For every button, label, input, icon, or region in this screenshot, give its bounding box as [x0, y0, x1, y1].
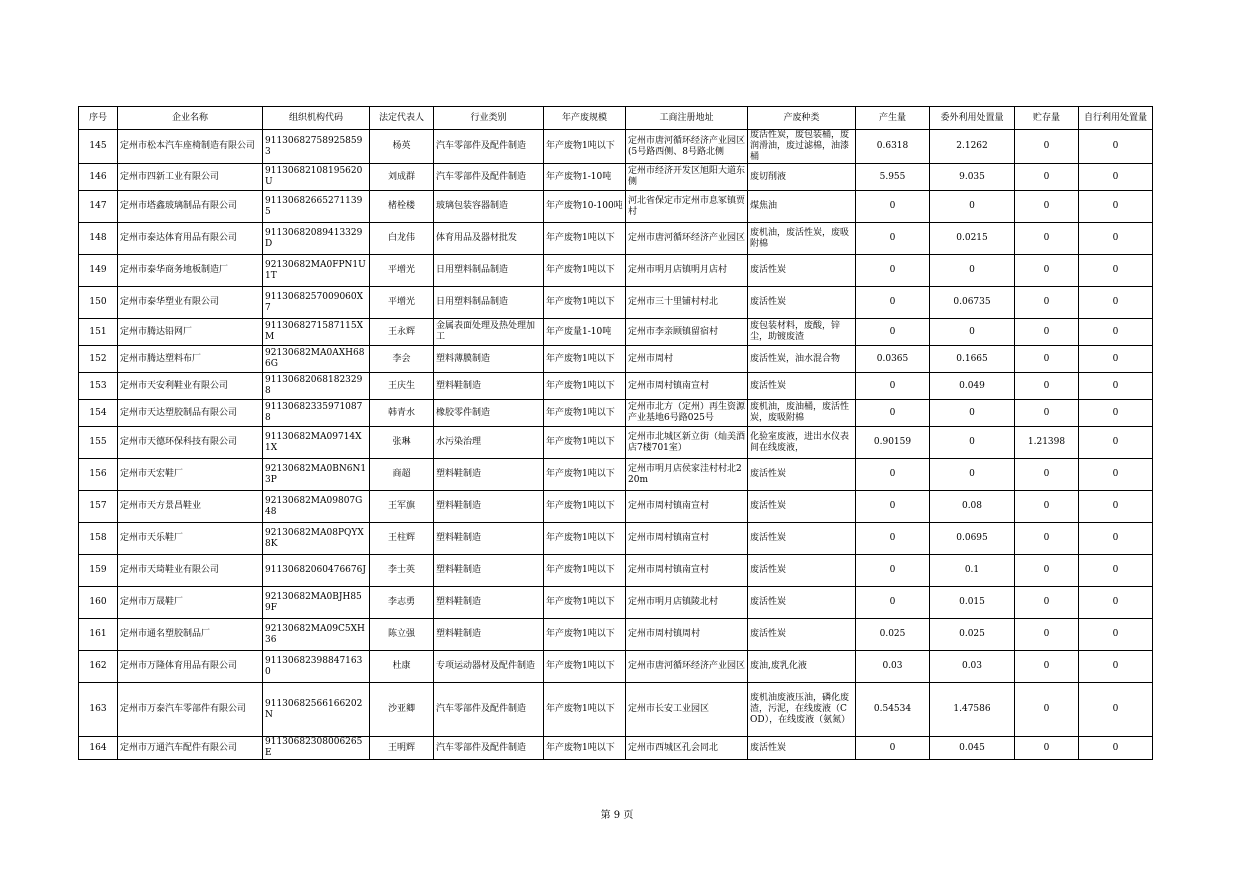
legal-rep-cell: 李士英 [370, 555, 434, 587]
waste-scale-cell: 年产废物1吨以下 [544, 130, 626, 164]
table-row [79, 459, 1153, 491]
address-cell: 定州市明月店侯家洼村村北220m [626, 459, 748, 491]
row-index-cell: 147 [79, 191, 118, 223]
industry-cell: 汽车零部件及配件制造 [434, 683, 544, 737]
table-row [79, 555, 1153, 587]
industry-cell: 塑料鞋制造 [434, 491, 544, 523]
waste-type-cell: 废机油废液压油，磷化废渣，污泥，在线废液（COD），在线废液（氨氮） [748, 683, 856, 737]
generated-amount-cell: 0 [856, 319, 930, 346]
header-row [79, 107, 1153, 130]
row-index-cell: 150 [79, 287, 118, 319]
storage-amount-cell: 0 [1015, 651, 1079, 683]
header-cell: 委外利用处置量 [930, 107, 1015, 130]
outsourced-amount-cell: 0.0695 [930, 523, 1015, 555]
outsourced-amount-cell: 0.1 [930, 555, 1015, 587]
page-number: 第 9 页 [600, 810, 634, 821]
waste-scale-cell: 年产废物1吨以下 [544, 400, 626, 427]
company-name-cell: 定州市天乐鞋厂 [118, 523, 263, 555]
industry-cell: 汽车零部件及配件制造 [434, 164, 544, 191]
legal-rep-cell: 平增光 [370, 255, 434, 287]
table-row [79, 319, 1153, 346]
table-body [79, 130, 1153, 760]
org-code-cell: 91130682MA09714X1X [263, 427, 370, 459]
outsourced-amount-cell: 0 [930, 319, 1015, 346]
company-name-cell: 定州市天德环保科技有限公司 [118, 427, 263, 459]
row-index-cell: 152 [79, 346, 118, 373]
row-index-cell: 156 [79, 459, 118, 491]
legal-rep-cell: 刘成群 [370, 164, 434, 191]
outsourced-amount-cell: 0 [930, 400, 1015, 427]
self-disposal-amount-cell: 0 [1079, 587, 1153, 619]
storage-amount-cell: 0 [1015, 319, 1079, 346]
industry-cell: 汽车零部件及配件制造 [434, 130, 544, 164]
waste-type-cell: 废机油，废活性炭，废吸附棉 [748, 223, 856, 255]
table-row [79, 223, 1153, 255]
header-cell: 贮存量 [1015, 107, 1079, 130]
address-cell: 定州市西城区孔会同北 [626, 737, 748, 760]
waste-type-cell: 废活性炭 [748, 287, 856, 319]
table-row [79, 427, 1153, 459]
outsourced-amount-cell: 0 [930, 427, 1015, 459]
company-name-cell: 定州市万晟鞋厂 [118, 587, 263, 619]
company-name-cell: 定州市四新工业有限公司 [118, 164, 263, 191]
generated-amount-cell: 0.54534 [856, 683, 930, 737]
company-name-cell: 定州市腾达塑料布厂 [118, 346, 263, 373]
header-cell: 产生量 [856, 107, 930, 130]
legal-rep-cell: 李会 [370, 346, 434, 373]
industry-cell: 塑料鞋制造 [434, 555, 544, 587]
industry-cell: 玻璃包装容器制造 [434, 191, 544, 223]
industry-cell: 汽车零部件及配件制造 [434, 737, 544, 760]
address-cell: 定州市周村镇南宣村 [626, 373, 748, 400]
waste-scale-cell: 年产废物1吨以下 [544, 737, 626, 760]
row-index-cell: 151 [79, 319, 118, 346]
table-row [79, 191, 1153, 223]
outsourced-amount-cell: 0.045 [930, 737, 1015, 760]
address-cell: 定州市经济开发区旭阳大道东侧 [626, 164, 748, 191]
outsourced-amount-cell: 9.035 [930, 164, 1015, 191]
address-cell: 定州市周村镇南宣村 [626, 523, 748, 555]
legal-rep-cell: 白龙伟 [370, 223, 434, 255]
self-disposal-amount-cell: 0 [1079, 223, 1153, 255]
outsourced-amount-cell: 0.015 [930, 587, 1015, 619]
self-disposal-amount-cell: 0 [1079, 619, 1153, 651]
row-index-cell: 155 [79, 427, 118, 459]
industry-cell: 塑料鞋制造 [434, 523, 544, 555]
generated-amount-cell: 0 [856, 459, 930, 491]
self-disposal-amount-cell: 0 [1079, 373, 1153, 400]
row-index-cell: 161 [79, 619, 118, 651]
waste-scale-cell: 年产废物1吨以下 [544, 223, 626, 255]
self-disposal-amount-cell: 0 [1079, 255, 1153, 287]
row-index-cell: 163 [79, 683, 118, 737]
industry-cell: 体育用品及器材批发 [434, 223, 544, 255]
generated-amount-cell: 0 [856, 737, 930, 760]
org-code-cell: 911306820681823298 [263, 373, 370, 400]
table-row [79, 287, 1153, 319]
waste-type-cell: 废活性炭 [748, 737, 856, 760]
generated-amount-cell: 0 [856, 400, 930, 427]
company-name-cell: 定州市万泰汽车零部件有限公司 [118, 683, 263, 737]
storage-amount-cell: 0 [1015, 683, 1079, 737]
legal-rep-cell: 王柱辉 [370, 523, 434, 555]
address-cell: 定州市周村镇南宣村 [626, 555, 748, 587]
self-disposal-amount-cell: 0 [1079, 164, 1153, 191]
row-index-cell: 164 [79, 737, 118, 760]
address-cell: 定州市长安工业园区 [626, 683, 748, 737]
org-code-cell: 911306823359710878 [263, 400, 370, 427]
org-code-cell: 91130682566166202N [263, 683, 370, 737]
address-cell: 定州市周村 [626, 346, 748, 373]
hazardous-waste-table [78, 106, 1153, 760]
org-code-cell: 911306827158711​5XM [263, 319, 370, 346]
legal-rep-cell: 陈立强 [370, 619, 434, 651]
waste-scale-cell: 年产废物1吨以下 [544, 255, 626, 287]
waste-scale-cell: 年产废物1吨以下 [544, 619, 626, 651]
waste-type-cell: 废活性炭，废包装桶，废润滑油，废过滤棉，油漆桶 [748, 130, 856, 164]
waste-type-cell: 废油,废乳化液 [748, 651, 856, 683]
org-code-cell: 911306823988471630 [263, 651, 370, 683]
self-disposal-amount-cell: 0 [1079, 191, 1153, 223]
generated-amount-cell: 0 [856, 491, 930, 523]
company-name-cell: 定州市万通汽车配件有限公司 [118, 737, 263, 760]
outsourced-amount-cell: 0 [930, 459, 1015, 491]
address-cell: 定州市唐河循环经济产业园区(5号路西侧、8号路北侧 [626, 130, 748, 164]
waste-type-cell: 废活性炭 [748, 587, 856, 619]
legal-rep-cell: 杨英 [370, 130, 434, 164]
generated-amount-cell: 0.03 [856, 651, 930, 683]
address-cell: 河北省保定市定州市息冢镇贾村 [626, 191, 748, 223]
storage-amount-cell: 0 [1015, 287, 1079, 319]
org-code-cell: 911306827589258593 [263, 130, 370, 164]
waste-scale-cell: 年产废物10-100吨 [544, 191, 626, 223]
org-code-cell: 92130682MA0BJH859F [263, 587, 370, 619]
waste-type-cell: 废活性炭 [748, 523, 856, 555]
org-code-cell: 92130682MA0AXH686G [263, 346, 370, 373]
waste-scale-cell: 年产废物1吨以下 [544, 459, 626, 491]
waste-scale-cell: 年产废量1-10吨 [544, 319, 626, 346]
waste-scale-cell: 年产废物1吨以下 [544, 651, 626, 683]
table-row [79, 346, 1153, 373]
industry-cell: 塑料鞋制造 [434, 587, 544, 619]
table-row [79, 164, 1153, 191]
address-cell: 定州市唐河循环经济产业园区 [626, 223, 748, 255]
header-cell: 工商注册地址 [626, 107, 748, 130]
company-name-cell: 定州市腾达铅网厂 [118, 319, 263, 346]
legal-rep-cell: 杜康 [370, 651, 434, 683]
waste-scale-cell: 年产废物1吨以下 [544, 555, 626, 587]
storage-amount-cell: 0 [1015, 491, 1079, 523]
org-code-cell: 92130682MA08PQYX8K [263, 523, 370, 555]
storage-amount-cell: 0 [1015, 555, 1079, 587]
row-index-cell: 148 [79, 223, 118, 255]
waste-type-cell: 废活性炭 [748, 491, 856, 523]
self-disposal-amount-cell: 0 [1079, 427, 1153, 459]
company-name-cell: 定州市天宏鞋厂 [118, 459, 263, 491]
storage-amount-cell: 0 [1015, 191, 1079, 223]
waste-scale-cell: 年产废物1吨以下 [544, 491, 626, 523]
company-name-cell: 定州市泰华商务地板制造厂 [118, 255, 263, 287]
legal-rep-cell: 王军旗 [370, 491, 434, 523]
table-row [79, 400, 1153, 427]
self-disposal-amount-cell: 0 [1079, 287, 1153, 319]
table-row [79, 491, 1153, 523]
row-index-cell: 159 [79, 555, 118, 587]
generated-amount-cell: 0 [856, 373, 930, 400]
waste-type-cell: 废活性炭 [748, 459, 856, 491]
legal-rep-cell: 平增光 [370, 287, 434, 319]
address-cell: 定州市李亲顾镇留宿村 [626, 319, 748, 346]
waste-scale-cell: 年产废物1吨以下 [544, 427, 626, 459]
generated-amount-cell: 5.955 [856, 164, 930, 191]
self-disposal-amount-cell: 0 [1079, 683, 1153, 737]
header-cell: 行业类别 [434, 107, 544, 130]
header-cell: 企业名称 [118, 107, 263, 130]
legal-rep-cell: 李志勇 [370, 587, 434, 619]
org-code-cell: 911306826652711395 [263, 191, 370, 223]
waste-type-cell: 废包装材料，废酸，锌尘，助镀废渣 [748, 319, 856, 346]
industry-cell: 塑料薄膜制造 [434, 346, 544, 373]
org-code-cell: 911306823080062​65E [263, 737, 370, 760]
industry-cell: 塑料鞋制造 [434, 373, 544, 400]
legal-rep-cell: 韩青水 [370, 400, 434, 427]
org-code-cell: 91130682108195620U [263, 164, 370, 191]
waste-type-cell: 废活性炭 [748, 555, 856, 587]
industry-cell: 金属表面处理及热处理加工 [434, 319, 544, 346]
waste-type-cell: 废活性炭 [748, 373, 856, 400]
outsourced-amount-cell: 0.0215 [930, 223, 1015, 255]
generated-amount-cell: 0.6318 [856, 130, 930, 164]
header-cell: 产废种类 [748, 107, 856, 130]
industry-cell: 橡胶零件制造 [434, 400, 544, 427]
table-row [79, 373, 1153, 400]
header-cell: 年产废规模 [544, 107, 626, 130]
generated-amount-cell: 0 [856, 555, 930, 587]
generated-amount-cell: 0.025 [856, 619, 930, 651]
storage-amount-cell: 0 [1015, 400, 1079, 427]
org-code-cell: 91130682570090​60X7 [263, 287, 370, 319]
address-cell: 定州市唐河循环经济产业园区 [626, 651, 748, 683]
waste-type-cell: 煤焦油 [748, 191, 856, 223]
legal-rep-cell: 楮栓楼 [370, 191, 434, 223]
outsourced-amount-cell: 0.049 [930, 373, 1015, 400]
org-code-cell: 91130682060476676J [263, 555, 370, 587]
company-name-cell: 定州市天安利鞋业有限公司 [118, 373, 263, 400]
waste-type-cell: 废活性炭 [748, 619, 856, 651]
waste-scale-cell: 年产废物1吨以下 [544, 373, 626, 400]
generated-amount-cell: 0 [856, 587, 930, 619]
industry-cell: 塑料鞋制造 [434, 619, 544, 651]
storage-amount-cell: 0 [1015, 255, 1079, 287]
storage-amount-cell: 0 [1015, 130, 1079, 164]
company-name-cell: 定州市天方景昌鞋业 [118, 491, 263, 523]
row-index-cell: 154 [79, 400, 118, 427]
table-row [79, 587, 1153, 619]
row-index-cell: 145 [79, 130, 118, 164]
row-index-cell: 158 [79, 523, 118, 555]
org-code-cell: 92130682MA09807G48 [263, 491, 370, 523]
industry-cell: 塑料鞋制造 [434, 459, 544, 491]
waste-type-cell: 废机油，废油桶，废活性炭，废吸附棉 [748, 400, 856, 427]
storage-amount-cell: 0 [1015, 737, 1079, 760]
self-disposal-amount-cell: 0 [1079, 346, 1153, 373]
legal-rep-cell: 沙亚卿 [370, 683, 434, 737]
legal-rep-cell: 商超 [370, 459, 434, 491]
waste-type-cell: 化验室废液，进出水仪表间在线废液， [748, 427, 856, 459]
row-index-cell: 157 [79, 491, 118, 523]
table-row [79, 255, 1153, 287]
storage-amount-cell: 0 [1015, 373, 1079, 400]
table-row [79, 683, 1153, 737]
generated-amount-cell: 0 [856, 287, 930, 319]
row-index-cell: 162 [79, 651, 118, 683]
industry-cell: 日用塑料制品制造 [434, 255, 544, 287]
storage-amount-cell: 0 [1015, 346, 1079, 373]
self-disposal-amount-cell: 0 [1079, 651, 1153, 683]
generated-amount-cell: 0 [856, 523, 930, 555]
row-index-cell: 160 [79, 587, 118, 619]
outsourced-amount-cell: 0.1665 [930, 346, 1015, 373]
generated-amount-cell: 0 [856, 255, 930, 287]
legal-rep-cell: 王永辉 [370, 319, 434, 346]
table-row [79, 619, 1153, 651]
outsourced-amount-cell: 1.47586 [930, 683, 1015, 737]
self-disposal-amount-cell: 0 [1079, 737, 1153, 760]
self-disposal-amount-cell: 0 [1079, 523, 1153, 555]
waste-scale-cell: 年产废物1-10吨 [544, 164, 626, 191]
waste-type-cell: 废切削液 [748, 164, 856, 191]
waste-scale-cell: 年产废物1吨以下 [544, 683, 626, 737]
storage-amount-cell: 0 [1015, 619, 1079, 651]
address-cell: 定州市明月店镇明月店村 [626, 255, 748, 287]
company-name-cell: 定州市泰华塑业有限公司 [118, 287, 263, 319]
generated-amount-cell: 0 [856, 191, 930, 223]
legal-rep-cell: 王明辉 [370, 737, 434, 760]
outsourced-amount-cell: 0 [930, 255, 1015, 287]
company-name-cell: 定州市塔鑫玻璃制品有限公司 [118, 191, 263, 223]
row-index-cell: 153 [79, 373, 118, 400]
table-row [79, 523, 1153, 555]
waste-scale-cell: 年产废物1吨以下 [544, 287, 626, 319]
row-index-cell: 146 [79, 164, 118, 191]
storage-amount-cell: 1.21398 [1015, 427, 1079, 459]
storage-amount-cell: 0 [1015, 587, 1079, 619]
waste-type-cell: 废活性炭 [748, 255, 856, 287]
storage-amount-cell: 0 [1015, 223, 1079, 255]
org-code-cell: 92130682MA0BN6N13P [263, 459, 370, 491]
org-code-cell: 91130682089413329D [263, 223, 370, 255]
self-disposal-amount-cell: 0 [1079, 319, 1153, 346]
company-name-cell: 定州市通名塑胶制品厂 [118, 619, 263, 651]
header-cell: 法定代表人 [370, 107, 434, 130]
outsourced-amount-cell: 0.03 [930, 651, 1015, 683]
org-code-cell: 92130682MA09C5XH36 [263, 619, 370, 651]
address-cell: 定州市周村镇南宣村 [626, 491, 748, 523]
address-cell: 定州市北方（定州）再生资源产业基地6号路025号 [626, 400, 748, 427]
company-name-cell: 定州市万隆体育用品有限公司 [118, 651, 263, 683]
self-disposal-amount-cell: 0 [1079, 491, 1153, 523]
generated-amount-cell: 0.0365 [856, 346, 930, 373]
legal-rep-cell: 王庆生 [370, 373, 434, 400]
waste-scale-cell: 年产废物1吨以下 [544, 346, 626, 373]
company-name-cell: 定州市泰达体育用品有限公司 [118, 223, 263, 255]
self-disposal-amount-cell: 0 [1079, 459, 1153, 491]
outsourced-amount-cell: 0.025 [930, 619, 1015, 651]
self-disposal-amount-cell: 0 [1079, 130, 1153, 164]
industry-cell: 日用塑料制品制造 [434, 287, 544, 319]
header-cell: 自行利用处置量 [1079, 107, 1153, 130]
address-cell: 定州市周村镇周村 [626, 619, 748, 651]
industry-cell: 专项运动器材及配件制造 [434, 651, 544, 683]
outsourced-amount-cell: 0.08 [930, 491, 1015, 523]
outsourced-amount-cell: 2.1262 [930, 130, 1015, 164]
address-cell: 定州市明月店镇陵北村 [626, 587, 748, 619]
outsourced-amount-cell: 0.06735 [930, 287, 1015, 319]
address-cell: 定州市三十里铺村村北 [626, 287, 748, 319]
waste-type-cell: 废活性炭，油水混合物 [748, 346, 856, 373]
outsourced-amount-cell: 0 [930, 191, 1015, 223]
generated-amount-cell: 0 [856, 223, 930, 255]
address-cell: 定州市北城区新立街（灿美酒店7楼701室） [626, 427, 748, 459]
row-index-cell: 149 [79, 255, 118, 287]
company-name-cell: 定州市松本汽车座椅制造有限公司 [118, 130, 263, 164]
waste-scale-cell: 年产废物1吨以下 [544, 523, 626, 555]
header-cell: 组织机构代码 [263, 107, 370, 130]
industry-cell: 水污染治理 [434, 427, 544, 459]
table-row [79, 651, 1153, 683]
header-cell: 序号 [79, 107, 118, 130]
storage-amount-cell: 0 [1015, 523, 1079, 555]
org-code-cell: 92130682MA0FPN1U1T [263, 255, 370, 287]
legal-rep-cell: 张琳 [370, 427, 434, 459]
storage-amount-cell: 0 [1015, 459, 1079, 491]
company-name-cell: 定州市天达塑胶制品有限公司 [118, 400, 263, 427]
generated-amount-cell: 0.90159 [856, 427, 930, 459]
table-row [79, 130, 1153, 164]
waste-scale-cell: 年产废物1吨以下 [544, 587, 626, 619]
company-name-cell: 定州市天琦鞋业有限公司 [118, 555, 263, 587]
self-disposal-amount-cell: 0 [1079, 400, 1153, 427]
storage-amount-cell: 0 [1015, 164, 1079, 191]
self-disposal-amount-cell: 0 [1079, 555, 1153, 587]
table-row [79, 737, 1153, 760]
